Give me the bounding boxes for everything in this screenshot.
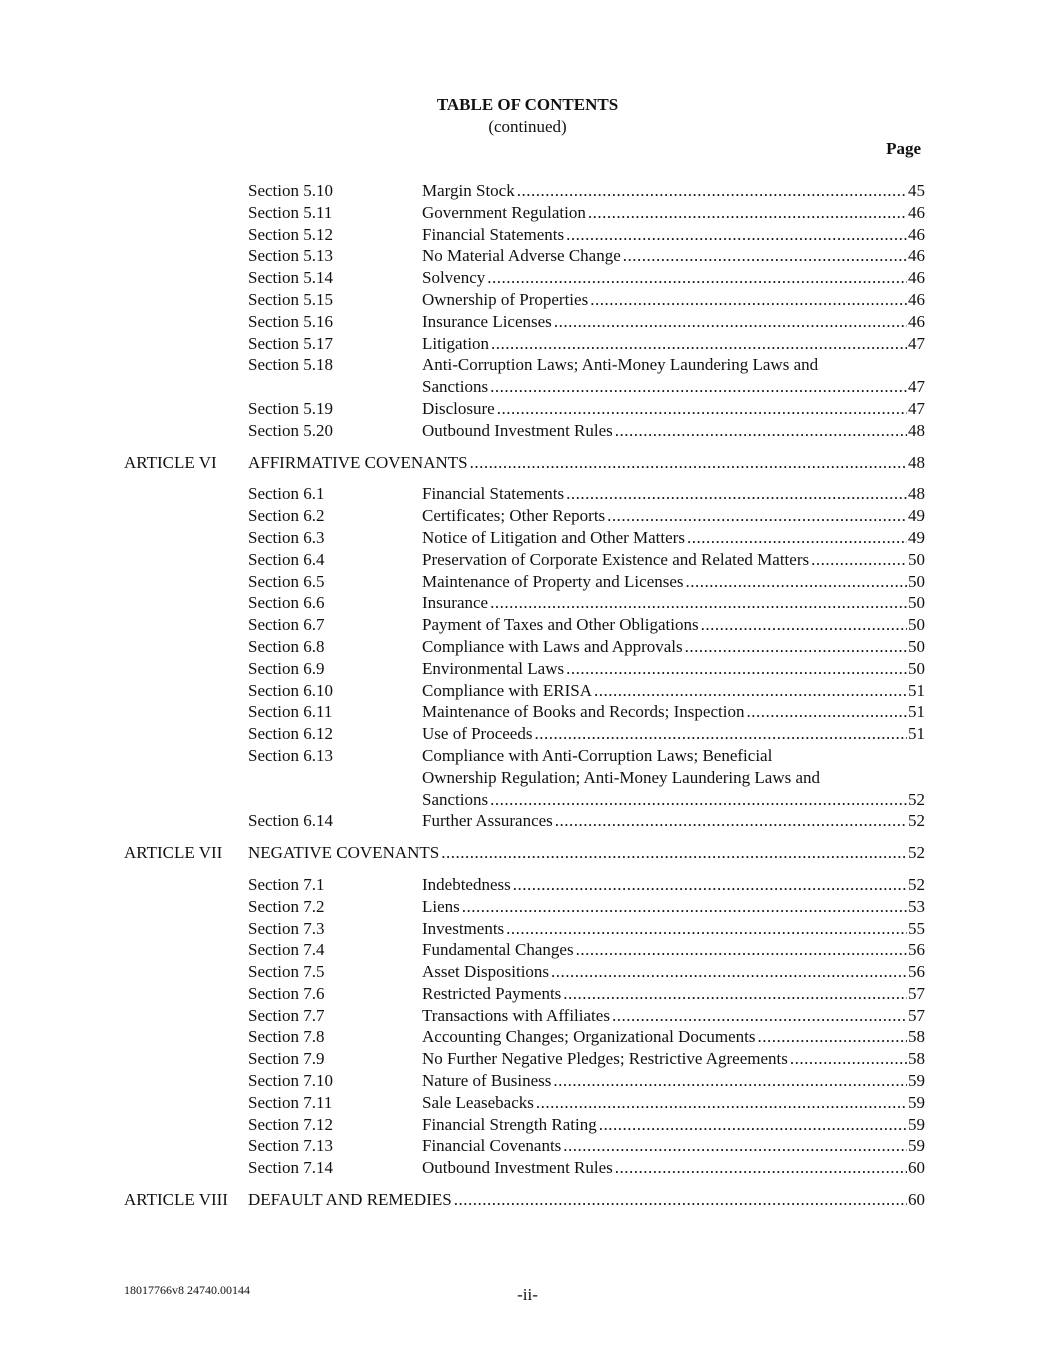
entry-title: Transactions with Affiliates — [422, 1005, 610, 1025]
dot-leader — [623, 245, 907, 267]
entry-title: Ownership Regulation; Anti-Money Laundering Laws and — [422, 767, 821, 787]
toc-section-entry — [0, 483, 1055, 505]
entry-page-number: 58 — [908, 1027, 925, 1047]
entry-title-row — [422, 202, 925, 224]
entry-page-number: 60 — [908, 1190, 925, 1210]
dot-leader — [563, 983, 907, 1005]
entry-title: Financial Strength Rating — [422, 1114, 597, 1134]
toc-title: TABLE OF CONTENTS — [436, 95, 619, 114]
entry-title-row — [422, 1005, 925, 1027]
dot-leader — [454, 1189, 907, 1211]
entry-title-row — [248, 1189, 925, 1211]
entry-page-number: 48 — [908, 484, 925, 504]
document-id: 18017766v8 24740.00144 — [124, 1283, 250, 1297]
section-number: Section 5.11 — [248, 202, 333, 222]
toc-section-entry — [0, 810, 1055, 832]
section-number: Section 5.17 — [248, 333, 333, 353]
section-number: Section 6.6 — [248, 593, 325, 613]
entry-title: Outbound Investment Rules — [422, 420, 613, 440]
entry-title-row — [422, 549, 925, 571]
entry-title-row — [422, 723, 925, 745]
toc-section-entry — [0, 1135, 1055, 1157]
entry-title: Notice of Litigation and Other Matters — [422, 527, 685, 547]
entry-title-row — [422, 376, 925, 398]
toc-section-entry — [0, 680, 1055, 702]
dot-leader — [490, 789, 907, 811]
entry-page-number: 46 — [908, 246, 925, 266]
toc-subtitle: (continued) — [488, 117, 567, 136]
dot-leader — [588, 202, 907, 224]
dot-leader — [790, 1048, 907, 1070]
entry-title: Insurance Licenses — [422, 311, 552, 331]
dot-leader — [462, 896, 907, 918]
toc-section-entry — [0, 983, 1055, 1005]
dot-leader — [555, 810, 907, 832]
entry-title-row — [422, 505, 925, 527]
entry-title-row — [248, 842, 925, 864]
section-number: Section 7.3 — [248, 918, 325, 938]
entry-title-row — [422, 789, 925, 811]
entry-page-number: 56 — [908, 962, 925, 982]
entry-title-row — [422, 745, 925, 767]
section-number: Section 7.6 — [248, 983, 325, 1003]
section-number: Section 6.9 — [248, 658, 325, 678]
entry-title-row — [422, 245, 925, 267]
entry-title: Insurance — [422, 593, 489, 613]
section-number: Section 7.13 — [248, 1136, 333, 1156]
dot-leader — [746, 701, 907, 723]
entry-title: Litigation — [422, 333, 490, 353]
toc-section-entry — [0, 354, 1055, 376]
toc-section-entry — [0, 961, 1055, 983]
dot-leader — [612, 1005, 907, 1027]
entry-title-row — [422, 1135, 925, 1157]
entry-title-row — [422, 1070, 925, 1092]
entry-title: Fundamental Changes — [422, 940, 574, 960]
toc-list — [0, 180, 1055, 1211]
dot-leader — [513, 874, 907, 896]
dot-leader — [566, 224, 907, 246]
entry-page-number: 48 — [908, 420, 925, 440]
entry-page-number: 50 — [908, 615, 925, 635]
dot-leader — [441, 842, 907, 864]
entry-title: Compliance with Laws and Approvals — [422, 636, 683, 656]
entry-page-number: 50 — [908, 636, 925, 656]
entry-page-number: 52 — [908, 874, 925, 894]
entry-page-number: 46 — [908, 224, 925, 244]
entry-page-number: 59 — [908, 1071, 925, 1091]
article-number: ARTICLE VIII — [124, 1190, 228, 1210]
section-number: Section 7.12 — [248, 1114, 333, 1134]
entry-title-row — [422, 483, 925, 505]
section-number: Section 6.11 — [248, 702, 333, 722]
dot-leader — [536, 1092, 907, 1114]
dot-leader — [590, 289, 907, 311]
section-number: Section 7.10 — [248, 1071, 333, 1091]
dot-leader — [487, 267, 907, 289]
dot-leader — [470, 452, 907, 474]
toc-section-entry — [0, 376, 1055, 398]
section-number: Section 5.14 — [248, 268, 333, 288]
entry-page-number: 46 — [908, 202, 925, 222]
section-number: Section 5.18 — [248, 355, 333, 375]
entry-page-number: 48 — [908, 452, 925, 472]
toc-section-entry — [0, 1026, 1055, 1048]
page-column-header: Page — [886, 139, 921, 158]
dot-leader — [686, 571, 907, 593]
entry-page-number: 52 — [908, 843, 925, 863]
dot-leader — [551, 961, 907, 983]
toc-section-entry — [0, 398, 1055, 420]
dot-leader — [497, 398, 907, 420]
entry-title: Nature of Business — [422, 1071, 552, 1091]
entry-page-number: 46 — [908, 311, 925, 331]
entry-title-row — [422, 224, 925, 246]
entry-title-row — [422, 289, 925, 311]
dot-leader — [563, 1135, 907, 1157]
entry-page-number: 46 — [908, 289, 925, 309]
toc-section-entry — [0, 658, 1055, 680]
entry-title: Sanctions — [422, 789, 489, 809]
entry-page-number: 50 — [908, 593, 925, 613]
dot-leader — [490, 376, 907, 398]
entry-title: Environmental Laws — [422, 658, 565, 678]
entry-page-number: 58 — [908, 1049, 925, 1069]
dot-leader — [687, 527, 907, 549]
entry-page-number: 52 — [908, 789, 925, 809]
toc-article-entry — [0, 452, 1055, 474]
entry-title-row — [422, 810, 925, 832]
toc-section-entry — [0, 224, 1055, 246]
toc-section-entry — [0, 420, 1055, 442]
section-number: Section 7.8 — [248, 1027, 325, 1047]
entry-page-number: 51 — [908, 724, 925, 744]
entry-title-row — [422, 1026, 925, 1048]
toc-section-entry — [0, 1092, 1055, 1114]
entry-title: Preservation of Corporate Existence and Related Matters — [422, 549, 810, 569]
dot-leader — [607, 505, 907, 527]
toc-section-entry — [0, 267, 1055, 289]
toc-section-entry — [0, 636, 1055, 658]
toc-section-entry — [0, 767, 1055, 789]
entry-page-number: 55 — [908, 918, 925, 938]
section-number: Section 7.4 — [248, 940, 325, 960]
entry-title: Further Assurances — [422, 811, 553, 831]
section-number: Section 5.15 — [248, 289, 333, 309]
entry-title: DEFAULT AND REMEDIES — [248, 1190, 452, 1210]
entry-title: Financial Statements — [422, 224, 565, 244]
section-number: Section 7.1 — [248, 874, 325, 894]
entry-title-row — [422, 983, 925, 1005]
entry-title-row — [422, 680, 925, 702]
toc-section-entry — [0, 505, 1055, 527]
entry-page-number: 51 — [908, 702, 925, 722]
section-number: Section 7.5 — [248, 962, 325, 982]
dot-leader — [615, 1157, 907, 1179]
entry-title: NEGATIVE COVENANTS — [248, 843, 440, 863]
entry-title: Disclosure — [422, 398, 495, 418]
entry-title: Liens — [422, 896, 460, 916]
entry-title: Margin Stock — [422, 181, 515, 200]
dot-leader — [811, 549, 907, 571]
entry-title: Certificates; Other Reports — [422, 506, 606, 526]
dot-leader — [506, 918, 907, 940]
entry-title: Asset Dispositions — [422, 962, 550, 982]
toc-section-entry — [0, 874, 1055, 896]
entry-page-number: 59 — [908, 1092, 925, 1112]
dot-leader — [599, 1114, 907, 1136]
dot-leader — [517, 180, 907, 202]
toc-section-entry — [0, 202, 1055, 224]
entry-title-row — [422, 1048, 925, 1070]
entry-title: Payment of Taxes and Other Obligations — [422, 615, 699, 635]
toc-section-entry — [0, 311, 1055, 333]
entry-title: No Material Adverse Change — [422, 246, 621, 266]
section-number: Section 5.12 — [248, 224, 333, 244]
entry-page-number: 46 — [908, 268, 925, 288]
section-number: Section 6.13 — [248, 745, 333, 765]
entry-page-number: 56 — [908, 940, 925, 960]
dot-leader — [553, 1070, 907, 1092]
toc-section-entry — [0, 918, 1055, 940]
section-number: Section 7.7 — [248, 1005, 325, 1025]
toc-section-entry — [0, 723, 1055, 745]
entry-title: Compliance with Anti-Corruption Laws; Beneficial — [422, 745, 773, 765]
entry-title-row — [422, 420, 925, 442]
toc-section-entry — [0, 1005, 1055, 1027]
toc-section-entry — [0, 1157, 1055, 1179]
entry-title: Compliance with ERISA — [422, 680, 592, 700]
toc-section-entry — [0, 180, 1055, 202]
toc-section-entry — [0, 333, 1055, 355]
entry-title-row — [422, 636, 925, 658]
toc-section-entry — [0, 1070, 1055, 1092]
entry-page-number: 59 — [908, 1136, 925, 1156]
entry-title-row — [422, 874, 925, 896]
entry-page-number: 47 — [908, 333, 925, 353]
page-number: -ii- — [517, 1285, 538, 1304]
dot-leader — [490, 592, 907, 614]
section-number: Section 6.5 — [248, 571, 325, 591]
entry-page-number: 53 — [908, 896, 925, 916]
dot-leader — [615, 420, 907, 442]
dot-leader — [566, 658, 907, 680]
entry-title: Sanctions — [422, 377, 489, 397]
entry-title: Indebtedness — [422, 874, 511, 894]
entry-title-row — [422, 896, 925, 918]
entry-title-row — [422, 571, 925, 593]
entry-title: Financial Covenants — [422, 1136, 562, 1156]
entry-page-number: 57 — [908, 1005, 925, 1025]
dot-leader — [491, 333, 907, 355]
dot-leader — [566, 483, 907, 505]
toc-section-entry — [0, 571, 1055, 593]
toc-section-entry — [0, 549, 1055, 571]
dot-leader — [757, 1026, 907, 1048]
dot-leader — [576, 939, 907, 961]
toc-section-entry — [0, 614, 1055, 636]
toc-section-entry — [0, 896, 1055, 918]
entry-title: Financial Statements — [422, 484, 565, 504]
entry-title-row — [422, 1092, 925, 1114]
toc-article-entry — [0, 842, 1055, 864]
section-number: Section 5.16 — [248, 311, 333, 331]
entry-title: Investments — [422, 918, 505, 938]
entry-title-row — [422, 1157, 925, 1179]
entry-title-row — [422, 311, 925, 333]
entry-page-number: 59 — [908, 1114, 925, 1134]
entry-title-row — [422, 1114, 925, 1136]
entry-title-row — [422, 180, 925, 202]
section-number: Section 7.11 — [248, 1092, 333, 1112]
entry-title: Ownership of Properties — [422, 289, 589, 309]
entry-title: Restricted Payments — [422, 983, 562, 1003]
article-number: ARTICLE VI — [124, 452, 217, 472]
entry-title: AFFIRMATIVE COVENANTS — [248, 452, 468, 472]
dot-leader — [534, 723, 907, 745]
entry-page-number: 50 — [908, 658, 925, 678]
entry-page-number: 49 — [908, 527, 925, 547]
toc-section-entry — [0, 745, 1055, 767]
entry-page-number: 50 — [908, 549, 925, 569]
entry-page-number: 45 — [908, 181, 925, 200]
toc-section-entry — [0, 1114, 1055, 1136]
toc-section-entry — [0, 1048, 1055, 1070]
section-number: Section 6.14 — [248, 811, 333, 831]
entry-title-row — [422, 333, 925, 355]
entry-title: Anti-Corruption Laws; Anti-Money Laundering Laws and — [422, 355, 819, 375]
entry-page-number: 47 — [908, 377, 925, 397]
entry-page-number: 60 — [908, 1158, 925, 1178]
toc-section-entry — [0, 701, 1055, 723]
entry-title-row — [422, 658, 925, 680]
section-number: Section 6.2 — [248, 506, 325, 526]
section-number: Section 7.2 — [248, 896, 325, 916]
entry-title-row — [422, 918, 925, 940]
entry-title-row — [422, 939, 925, 961]
dot-leader — [685, 636, 907, 658]
article-number: ARTICLE VII — [124, 843, 223, 863]
entry-title-row — [422, 767, 925, 789]
entry-title: Sale Leasebacks — [422, 1092, 534, 1112]
entry-title: Maintenance of Property and Licenses — [422, 571, 684, 591]
entry-title: Maintenance of Books and Records; Inspection — [422, 702, 745, 722]
dot-leader — [554, 311, 907, 333]
entry-page-number: 51 — [908, 680, 925, 700]
entry-title-row — [422, 398, 925, 420]
entry-title-row — [422, 614, 925, 636]
section-number: Section 6.7 — [248, 615, 325, 635]
section-number: Section 6.3 — [248, 527, 325, 547]
entry-page-number: 47 — [908, 398, 925, 418]
entry-page-number: 52 — [908, 811, 925, 831]
toc-article-entry — [0, 1189, 1055, 1211]
entry-title: Use of Proceeds — [422, 724, 533, 744]
entry-page-number: 50 — [908, 571, 925, 591]
entry-title-row — [422, 527, 925, 549]
section-number: Section 7.14 — [248, 1158, 333, 1178]
section-number: Section 7.9 — [248, 1049, 325, 1069]
entry-title: Outbound Investment Rules — [422, 1158, 613, 1178]
entry-title: Solvency — [422, 268, 486, 288]
section-number: Section 6.12 — [248, 724, 333, 744]
dot-leader — [701, 614, 907, 636]
entry-title-row — [422, 701, 925, 723]
entry-title-row — [422, 354, 925, 376]
toc-section-entry — [0, 789, 1055, 811]
entry-title-row — [248, 452, 925, 474]
dot-leader — [594, 680, 907, 702]
toc-section-entry — [0, 245, 1055, 267]
section-number: Section 6.4 — [248, 549, 325, 569]
toc-section-entry — [0, 939, 1055, 961]
section-number: Section 5.19 — [248, 398, 333, 418]
toc-section-entry — [0, 527, 1055, 549]
section-number: Section 6.8 — [248, 636, 325, 656]
entry-title: Government Regulation — [422, 202, 586, 222]
entry-title-row — [422, 961, 925, 983]
toc-section-entry — [0, 592, 1055, 614]
toc-section-entry — [0, 289, 1055, 311]
entry-title-row — [422, 267, 925, 289]
section-number: Section 5.10 — [248, 181, 333, 200]
entry-title-row — [422, 592, 925, 614]
entry-title: Accounting Changes; Organizational Documents — [422, 1027, 756, 1047]
entry-title: No Further Negative Pledges; Restrictive Agreements — [422, 1049, 788, 1069]
entry-page-number: 57 — [908, 983, 925, 1003]
section-number: Section 5.20 — [248, 420, 333, 440]
section-number: Section 6.10 — [248, 680, 333, 700]
section-number: Section 5.13 — [248, 246, 333, 266]
section-number: Section 6.1 — [248, 484, 325, 504]
entry-page-number: 49 — [908, 506, 925, 526]
